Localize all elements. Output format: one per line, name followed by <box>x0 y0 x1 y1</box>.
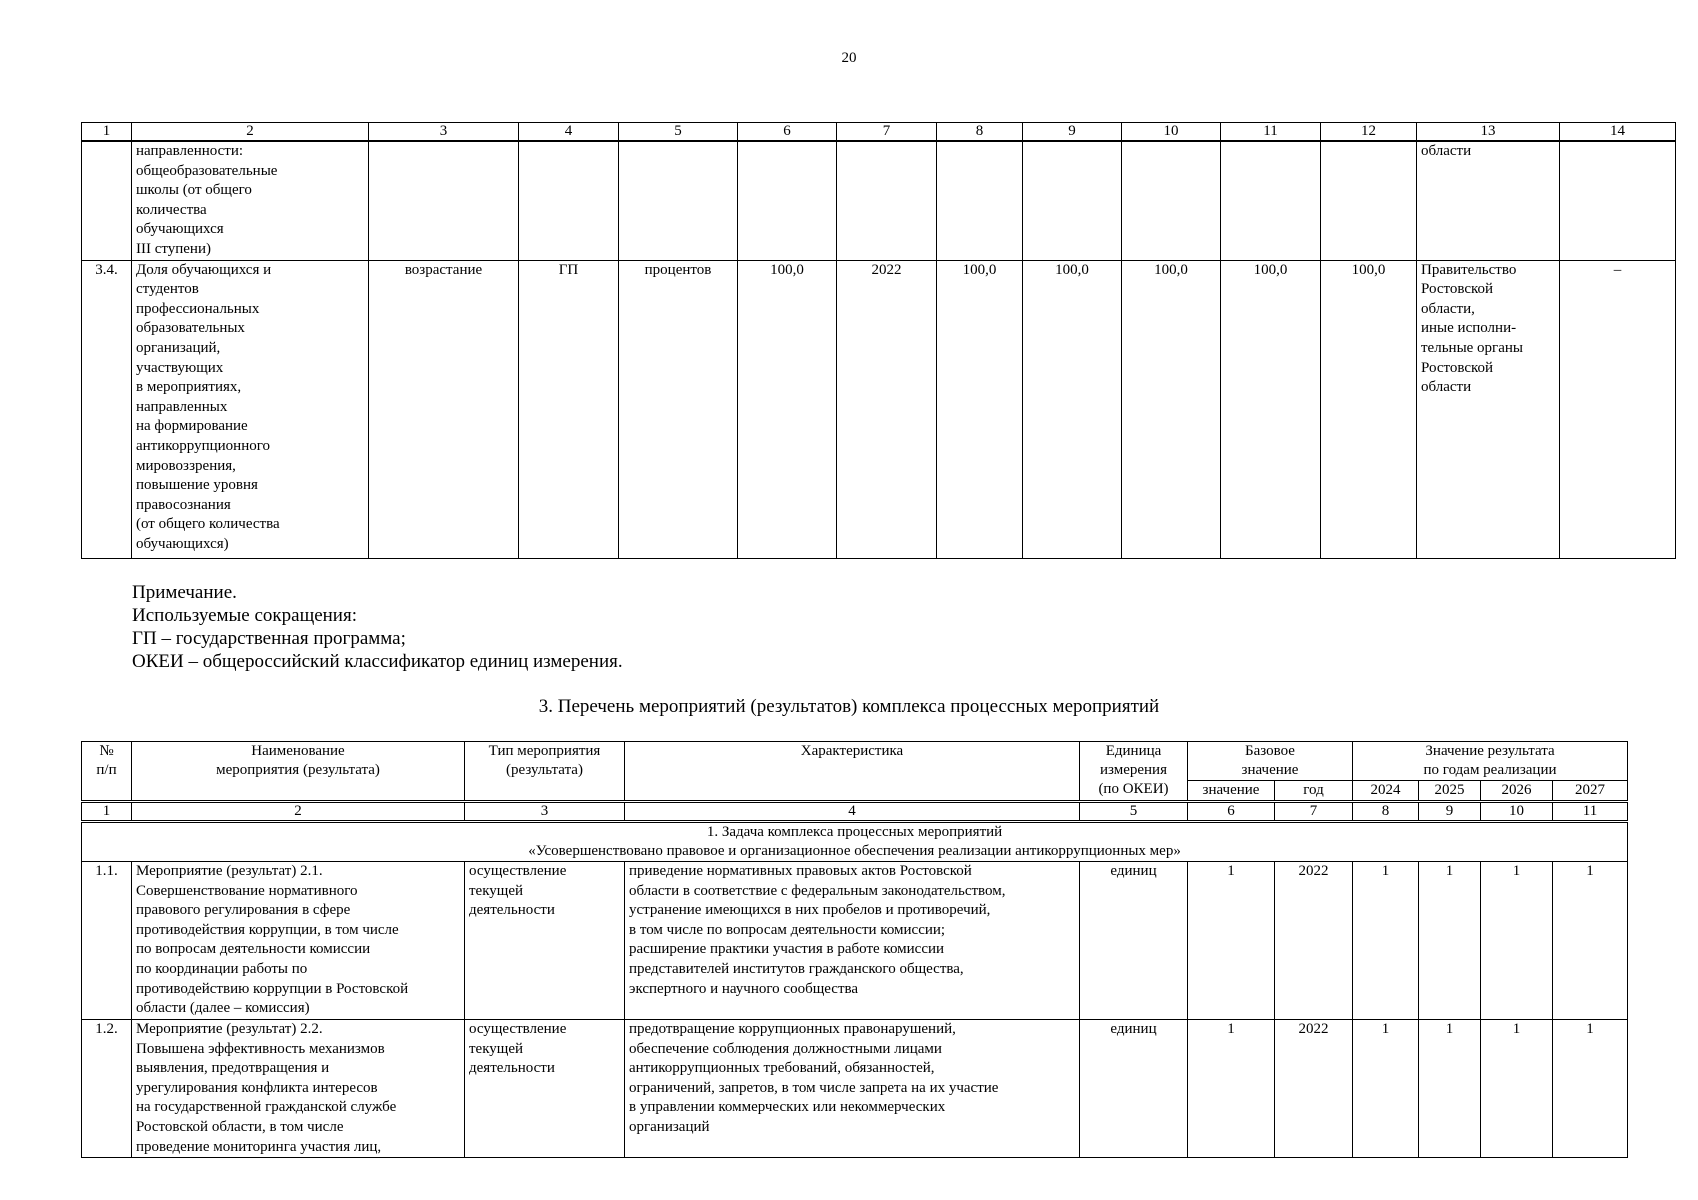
table-row <box>82 862 1628 1020</box>
value-2027: 1 <box>1553 1020 1628 1158</box>
value-12 <box>1321 141 1417 260</box>
event-characteristic: приведение нормативных правовых актов Ростовской области в соответствие с федеральным законодательством, устранение имеющихся в них пробелов и противоречий, в том числе по вопросам деятельности комиссии; расширение практики участия в работе комиссии представителей институтов гражданского общества, экспертного и научного сообщества <box>625 862 1080 1020</box>
row-number: 1.2. <box>82 1020 132 1158</box>
base-value: 1 <box>1188 862 1275 1020</box>
column-numbers-row <box>82 123 1676 142</box>
header-num: № п/п <box>82 742 132 802</box>
value-11: 100,0 <box>1221 260 1321 558</box>
base-value <box>738 141 837 260</box>
program: ГП <box>519 260 619 558</box>
note-line: ГП – государственная программа; <box>132 628 406 649</box>
events-table <box>81 741 1628 1158</box>
task-title: 1. Задача комплекса процессных мероприятий «Усовершенствовано правовое и организационное обеспечения реализации антикоррупционных мер» <box>82 822 1628 862</box>
header-row <box>82 742 1628 781</box>
unit: процентов <box>619 260 738 558</box>
header-characteristic: Характеристика <box>625 742 1080 802</box>
base-year: 2022 <box>1275 1020 1353 1158</box>
value-2026: 1 <box>1481 1020 1553 1158</box>
event-name: Мероприятие (результат) 2.1. Совершенствование нормативного правового регулирования в сфере противодействия коррупции, в том числе по вопросам деятельности комиссии по координации работы по противодействию коррупции в Ростовской области (далее – комиссия) <box>132 862 465 1020</box>
value-2024: 1 <box>1353 1020 1419 1158</box>
value-9: 100,0 <box>1023 260 1122 558</box>
responsible: области <box>1417 141 1560 260</box>
col-number: 4 <box>625 802 1080 822</box>
col-number: 8 <box>1353 802 1419 822</box>
col-number: 14 <box>1560 123 1676 142</box>
col-number: 8 <box>937 123 1023 142</box>
value-10: 100,0 <box>1122 260 1221 558</box>
indicators-table <box>81 122 1676 559</box>
col-number: 11 <box>1553 802 1628 822</box>
value-11 <box>1221 141 1321 260</box>
trend <box>369 141 519 260</box>
col-number: 6 <box>738 123 837 142</box>
col-number: 1 <box>82 123 132 142</box>
row-number: 1.1. <box>82 862 132 1020</box>
col-number: 10 <box>1122 123 1221 142</box>
header-type: Тип мероприятия (результата) <box>465 742 625 802</box>
section-title: 3. Перечень мероприятий (результатов) комплекса процессных мероприятий <box>538 696 1160 717</box>
value-10 <box>1122 141 1221 260</box>
page-number: 20 <box>841 50 857 66</box>
task-row <box>82 822 1628 862</box>
col-number: 12 <box>1321 123 1417 142</box>
col-number: 10 <box>1481 802 1553 822</box>
col-number: 7 <box>1275 802 1353 822</box>
unit: единиц <box>1080 1020 1188 1158</box>
abbreviations-note <box>132 581 623 673</box>
col-number: 7 <box>837 123 937 142</box>
program <box>519 141 619 260</box>
value-2027: 1 <box>1553 862 1628 1020</box>
table-row <box>82 1020 1628 1158</box>
value-8 <box>937 141 1023 260</box>
trend: возрастание <box>369 260 519 558</box>
base-year <box>837 141 937 260</box>
col-number: 13 <box>1417 123 1560 142</box>
header-year: 2027 <box>1553 781 1628 802</box>
col-number: 5 <box>1080 802 1188 822</box>
header-result: Значение результата по годам реализации <box>1353 742 1628 781</box>
header-base-year: год <box>1275 781 1353 802</box>
note-line: ОКЕИ – общероссийский классификатор единиц измерения. <box>132 651 623 672</box>
row-number: 3.4. <box>82 260 132 558</box>
value-9 <box>1023 141 1122 260</box>
note-line: Используемые сокращения: <box>132 605 357 626</box>
col-number: 3 <box>465 802 625 822</box>
header-base: Базовое значение <box>1188 742 1353 781</box>
header-year: 2025 <box>1419 781 1481 802</box>
header-base-value: значение <box>1188 781 1275 802</box>
column-numbers-row <box>82 802 1628 822</box>
base-year: 2022 <box>837 260 937 558</box>
table-row <box>82 141 1676 260</box>
col-number: 9 <box>1023 123 1122 142</box>
col-number: 5 <box>619 123 738 142</box>
value-2024: 1 <box>1353 862 1419 1020</box>
info <box>1560 141 1676 260</box>
value-12: 100,0 <box>1321 260 1417 558</box>
note-line: Примечание. <box>132 582 237 603</box>
header-year: 2026 <box>1481 781 1553 802</box>
col-number: 1 <box>82 802 132 822</box>
header-unit: Единица измерения (по ОКЕИ) <box>1080 742 1188 802</box>
col-number: 4 <box>519 123 619 142</box>
base-year: 2022 <box>1275 862 1353 1020</box>
unit <box>619 141 738 260</box>
table-row <box>82 260 1676 558</box>
col-number: 2 <box>132 123 369 142</box>
event-characteristic: предотвращение коррупционных правонарушений, обеспечение соблюдения должностными лицами антикоррупционных требований, обязанностей, ограничений, запретов, в том числе запрета на их участие в управлении коммерческих или некоммерческих организаций <box>625 1020 1080 1158</box>
unit: единиц <box>1080 862 1188 1020</box>
value-2026: 1 <box>1481 862 1553 1020</box>
event-type: осуществление текущей деятельности <box>465 1020 625 1158</box>
indicator-name: направленности: общеобразовательные школы (от общего количества обучающихся III ступени) <box>132 141 369 260</box>
value-2025: 1 <box>1419 862 1481 1020</box>
base-value: 100,0 <box>738 260 837 558</box>
info: – <box>1560 260 1676 558</box>
row-number <box>82 141 132 260</box>
value-2025: 1 <box>1419 1020 1481 1158</box>
header-name: Наименование мероприятия (результата) <box>132 742 465 802</box>
col-number: 9 <box>1419 802 1481 822</box>
base-value: 1 <box>1188 1020 1275 1158</box>
event-name: Мероприятие (результат) 2.2. Повышена эффективность механизмов выявления, предотвращения и урегулирования конфликта интересов на государственной гражданской службе Ростовской области, в том числе проведение мониторинга участия лиц, <box>132 1020 465 1158</box>
value-8: 100,0 <box>937 260 1023 558</box>
col-number: 11 <box>1221 123 1321 142</box>
col-number: 2 <box>132 802 465 822</box>
header-year: 2024 <box>1353 781 1419 802</box>
responsible: Правительство Ростовской области, иные исполни- тельные органы Ростовской области <box>1417 260 1560 558</box>
event-type: осуществление текущей деятельности <box>465 862 625 1020</box>
col-number: 6 <box>1188 802 1275 822</box>
indicator-name: Доля обучающихся и студентов профессиональных образовательных организаций, участвующих в мероприятиях, направленных на формирование антикоррупционного мировоззрения, повышение уровня правосознания (от общего количества обучающихся) <box>132 260 369 558</box>
col-number: 3 <box>369 123 519 142</box>
